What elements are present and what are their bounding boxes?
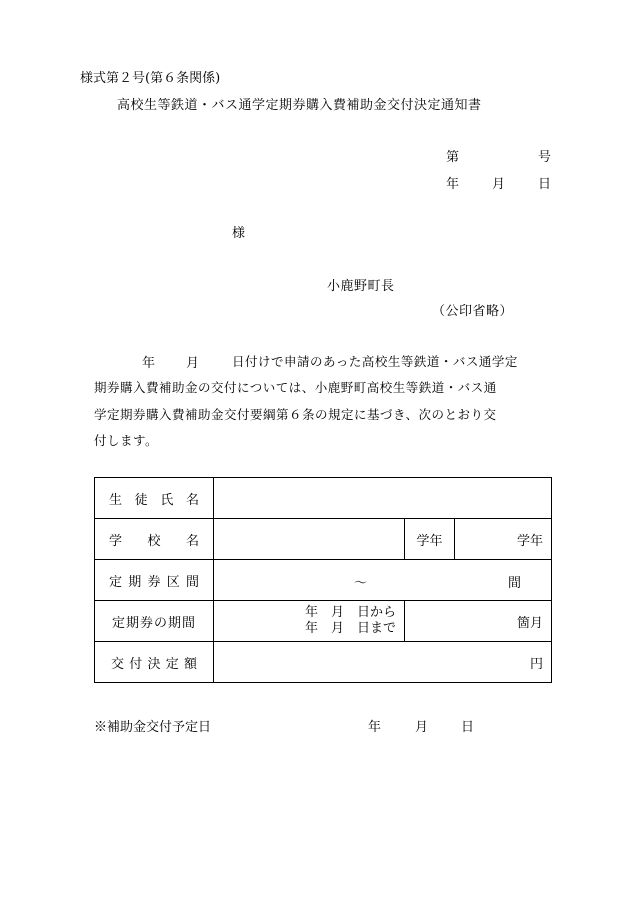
period-to: 年 月 日まで <box>304 621 396 636</box>
seal-note: （公印省略） <box>432 304 514 319</box>
section-tilde: ～ <box>354 576 368 591</box>
period-label: 定期券の期間 <box>95 601 214 642</box>
date-gatsu: 月 <box>492 177 506 192</box>
row-amount <box>95 642 552 683</box>
body-line3: 学定期券購入費補助金交付要綱第６条の規定に基づき、次のとおり交 <box>94 407 497 422</box>
row-period <box>95 601 552 642</box>
date-nichi: 日 <box>538 177 552 192</box>
grade-suffix: 学年 <box>455 519 552 560</box>
grade-label: 学年 <box>405 519 455 560</box>
date-nen: 年 <box>446 177 460 192</box>
student-name-label: 生徒氏名 <box>95 478 214 519</box>
section-value <box>214 560 552 601</box>
period-from: 年 月 日から <box>304 605 396 620</box>
issuer: 小鹿野町長 <box>327 279 395 294</box>
scheduled-nen: 年 <box>368 720 382 735</box>
application-table <box>94 477 552 683</box>
amount-label: 交付決定額 <box>95 642 214 683</box>
form-reference: 様式第２号(第６条関係) <box>80 71 221 86</box>
row-student-name <box>95 478 552 519</box>
months-suffix: 箇月 <box>405 601 552 642</box>
document-title: 高校生等鉄道・バス通学定期券購入費補助金交付決定通知書 <box>117 98 482 113</box>
section-suffix: 間 <box>507 576 521 591</box>
section-label: 定期券区間 <box>95 560 214 601</box>
amount-suffix: 円 <box>214 642 552 683</box>
body-line1-gatsu: 月 <box>186 356 200 371</box>
school-name-label: 学校名 <box>95 519 214 560</box>
body-line4: 付します。 <box>94 433 159 448</box>
body-line1-nen: 年 <box>142 356 156 371</box>
row-school-name <box>95 519 552 560</box>
row-section <box>95 560 552 601</box>
addressee-suffix: 様 <box>232 226 246 241</box>
scheduled-date-label: ※補助金交付予定日 <box>94 720 212 735</box>
school-name-value <box>214 519 405 560</box>
student-name-value <box>214 478 552 519</box>
number-gou: 号 <box>538 150 552 165</box>
body-line2: 期券購入費補助金の交付については、小鹿野町高校生等鉄道・バス通 <box>94 380 497 395</box>
scheduled-nichi: 日 <box>461 720 475 735</box>
body-line1-text: 日付けで申請のあった高校生等鉄道・バス通学定 <box>232 354 518 369</box>
number-dai: 第 <box>446 150 460 165</box>
scheduled-gatsu: 月 <box>415 720 429 735</box>
period-dates <box>214 601 405 642</box>
